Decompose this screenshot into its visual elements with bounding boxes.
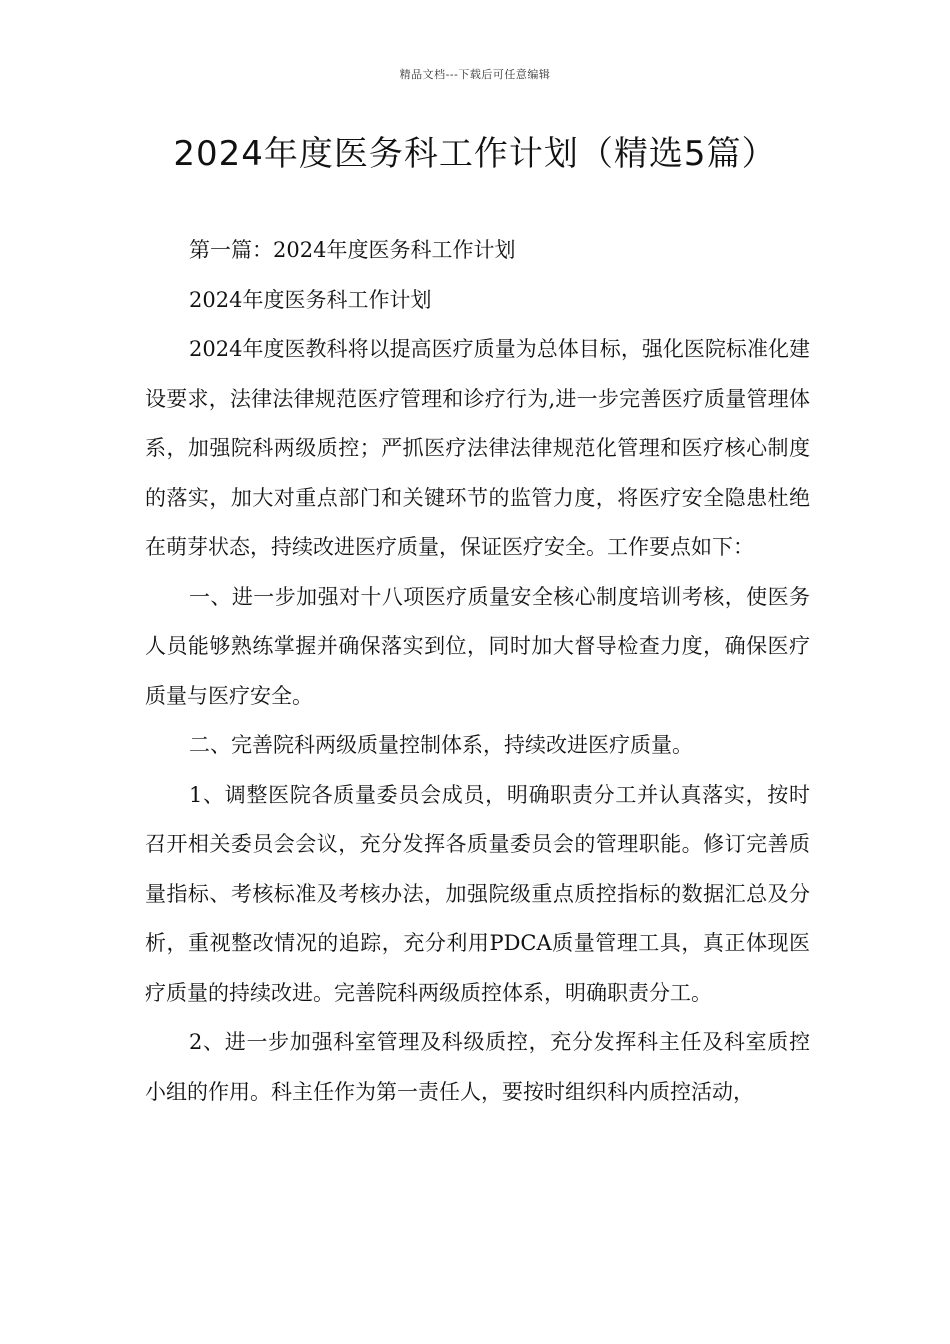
- document-title: 2024年度医务科工作计划（精选5篇）: [173, 134, 777, 174]
- paragraph-item-2: 2、进一步加强科室管理及科级质控，充分发挥科主任及科室质控小组的作用。科主任作为第一责任人，要按时组织科内质控活动，: [145, 1030, 810, 1104]
- document-body: [145, 226, 810, 1117]
- paragraph-item-1: 1、调整医院各质量委员会成员，明确职责分工并认真落实，按时召开相关委员会会议，充分发挥各质量委员会的管理职能。修订完善质量指标、考核标准及考核办法，加强院级重点质控指标的数据汇总及分析，重视整改情况的追踪，充分利用PDCA质量管理工具，真正体现医疗质量的持续改进。完善院科两级质控体系，明确职责分工。: [145, 782, 810, 1005]
- subtitle: 2024年度医务科工作计划: [189, 287, 432, 312]
- paragraph-intro: 2024年度医教科将以提高医疗质量为总体目标，强化医院标准化建设要求，法律法律规范医疗管理和诊疗行为,进一步完善医疗质量管理体系，加强院科两级质控；严抓医疗法律法律规范化管理和医疗核心制度的落实，加大对重点部门和关键环节的监管力度，将医疗安全隐患杜绝在萌芽状态，持续改进医疗质量，保证医疗安全。工作要点如下：: [145, 337, 810, 559]
- paragraph-point-2: 二、完善院科两级质量控制体系，持续改进医疗质量。: [189, 733, 693, 757]
- section-heading: 第一篇：2024年度医务科工作计划: [189, 238, 516, 262]
- paragraph-point-1: 一、进一步加强对十八项医疗质量安全核心制度培训考核，使医务人员能够熟练掌握并确保落实到位，同时加大督导检查力度，确保医疗质量与医疗安全。: [145, 584, 810, 708]
- header-note: 精品文档---下载后可任意编辑: [399, 68, 551, 81]
